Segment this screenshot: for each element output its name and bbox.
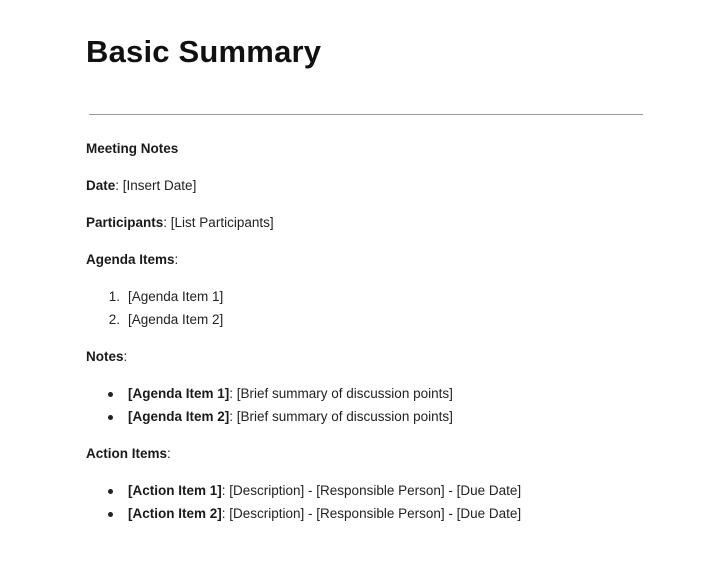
notes-label: Notes — [86, 349, 124, 364]
notes-heading-line — [86, 348, 127, 366]
bullet-icon — [108, 512, 113, 517]
agenda-label: Agenda Items — [86, 252, 175, 267]
participants-label: Participants — [86, 215, 164, 230]
notes-separator: : — [123, 349, 128, 364]
action-item-content — [128, 505, 521, 523]
bullet-icon — [108, 392, 113, 397]
horizontal-divider — [89, 114, 643, 115]
agenda-separator: : — [174, 252, 179, 267]
notes-item-content — [128, 408, 453, 426]
document-title: Basic Summary — [86, 34, 322, 69]
notes-item-label: [Agenda Item 2] — [128, 409, 230, 424]
action-items-label: Action Items — [86, 446, 168, 461]
notes-item-text: : [Brief summary of discussion points] — [229, 386, 453, 401]
date-separator: : — [115, 178, 120, 193]
bullet-icon — [108, 489, 113, 494]
action-item-content — [128, 482, 521, 500]
action-item-text: : [Description] - [Responsible Person] - [Due Date] — [221, 483, 522, 498]
action-items-separator: : — [167, 446, 171, 461]
section-heading-meeting-notes: Meeting Notes — [86, 141, 179, 156]
agenda-item-text: [Agenda Item 1] — [128, 289, 224, 304]
participants-value: [List Participants] — [167, 215, 274, 230]
action-item-label: [Action Item 2] — [128, 506, 222, 521]
agenda-item-text: [Agenda Item 2] — [128, 312, 224, 327]
date-label: Date — [86, 178, 116, 193]
date-line — [86, 177, 196, 195]
notes-item-content — [128, 385, 453, 403]
notes-item-text: : [Brief summary of discussion points] — [229, 409, 453, 424]
participants-separator: : — [163, 215, 168, 230]
participants-line — [86, 214, 274, 232]
date-value: [Insert Date] — [119, 178, 197, 193]
list-number: 1. — [108, 289, 120, 304]
list-number: 2. — [108, 312, 120, 327]
action-item-text: : [Description] - [Responsible Person] - [Due Date] — [221, 506, 522, 521]
action-item-label: [Action Item 1] — [128, 483, 222, 498]
agenda-heading-line — [86, 251, 178, 269]
bullet-icon — [108, 415, 113, 420]
notes-item-label: [Agenda Item 1] — [128, 386, 230, 401]
action-items-heading-line — [86, 445, 171, 463]
